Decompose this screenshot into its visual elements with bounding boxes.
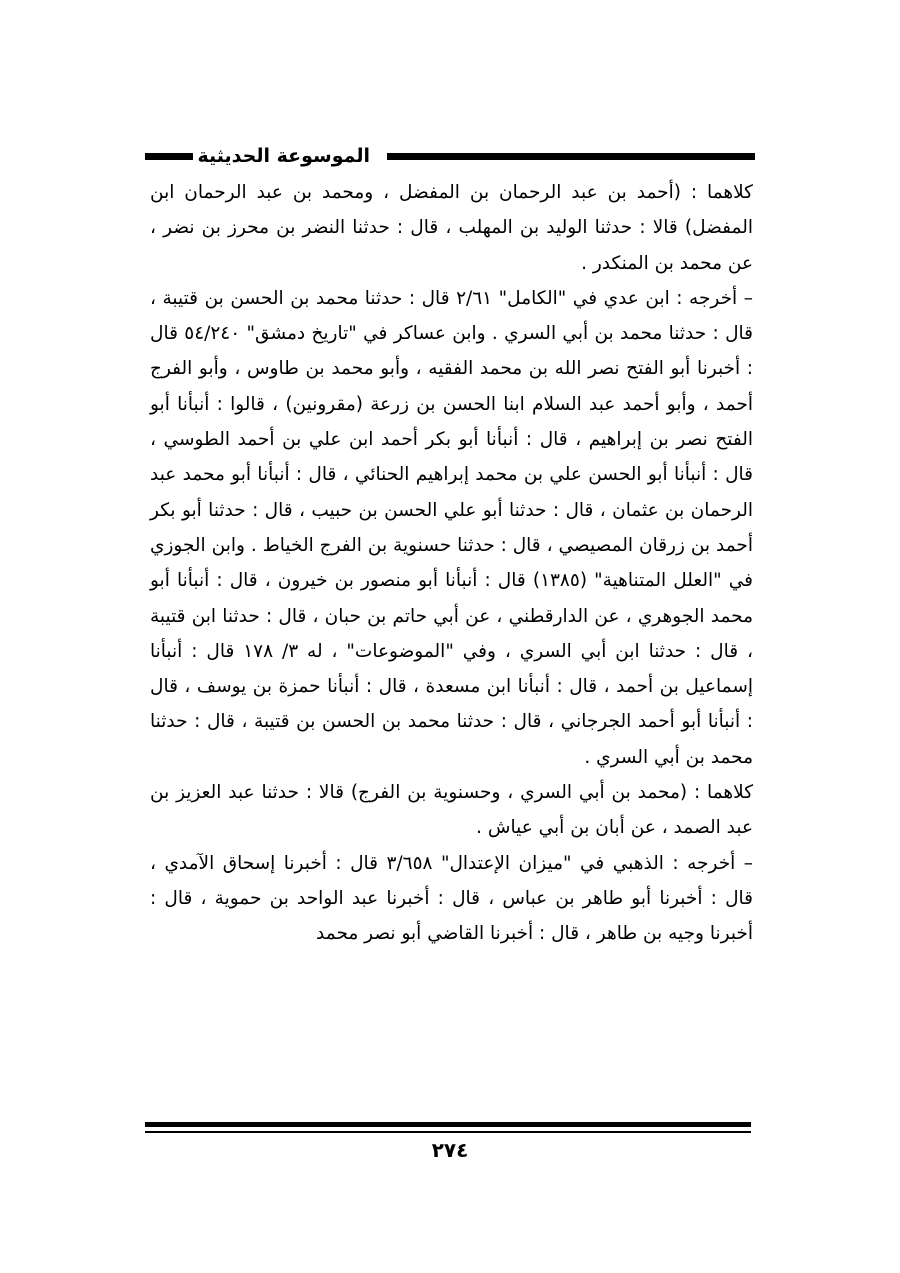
page-body [150,175,753,952]
header-rule-left [145,153,193,160]
footer-rule-thin [145,1131,751,1133]
header-rule-right [387,153,755,160]
page-number: ٢٧٤ [431,1138,469,1162]
running-header [145,143,755,173]
paragraph-3: كلاهما : (محمد بن أبي السري ، وحسنوية بن الفرج) قالا : حدثنا عبد العزيز بن عبد الصمد ، عن أبان بن أبي عياش . [150,782,753,839]
paragraph-1: كلاهما : (أحمد بن عبد الرحمان بن المفضل ، ومحمد بن عبد الرحمان ابن المفضل) قالا : حدثنا الوليد بن المهلب ، قال : حدثنا النضر بن محرز بن نضر ، عن محمد بن المنكدر . [150,182,753,274]
footer-rule-thick [145,1122,751,1127]
paragraph-4: – أخرجه : الذهبي في "ميزان الإعتدال" ٣/٦٥٨ قال : أخبرنا إسحاق الآمدي ، قال : أخبرنا أبو طاهر بن عباس ، قال : أخبرنا عبد الواحد بن حموية ، قال : أخبرنا وجيه بن طاهر ، قال : أخبرنا القاضي أبو نصر محمد [150,852,753,945]
header-title: الموسوعة الحديثية [197,145,370,167]
paragraph-2: – أخرجه : ابن عدي في "الكامل" ٢/٦١ قال : حدثنا محمد بن الحسن بن قتيبة ، قال : حدثنا محمد بن أبي السري . وابن عساكر في "تاريخ دمشق" ٥٤/٢٤٠ قال : أخبرنا أبو الفتح نصر الله بن محمد الفقيه ، وأبو محمد بن طاوس ، وأبو الفرج أحمد ، وأبو أحمد عبد السلام ابنا الحسن بن زرعة (مقرونين) ، قالوا : أنبأنا أبو الفتح نصر بن إبراهيم ، قال : أنبأنا أبو بكر أحمد ابن علي بن أحمد الطوسي ، قال : أنبأنا أبو الحسن علي بن محمد إبراهيم الحنائي ، قال : أنبأنا أبو محمد عبد الرحمان بن عثمان ، قال : حدثنا أبو علي الحسن بن حبيب ، قال : حدثنا أبو بكر أحمد بن زرقان المصيصي ، قال : حدثنا حسنوية بن الفرج الخياط . وابن الجوزي في "العلل المتناهية" (١٣٨٥) قال : أنبأنا أبو منصور بن خيرون ، قال : أنبأنا أبو محمد الجوهري ، عن الدارقطني ، عن أبي حاتم بن حبان ، قال : حدثنا ابن قتيبة ، قال : حدثنا ابن أبي السري ، وفي "الموضوعات" ، له ٣/ ١٧٨ قال : أنبأنا إسماعيل بن أحمد ، قال : أنبأنا ابن مسعدة ، قال : أنبأنا حمزة بن يوسف ، قال : أنبأنا أبو أحمد الجرجاني ، قال : حدثنا محمد بن الحسن بن قتيبة ، قال : حدثنا محمد بن أبي السري . [150,287,753,768]
